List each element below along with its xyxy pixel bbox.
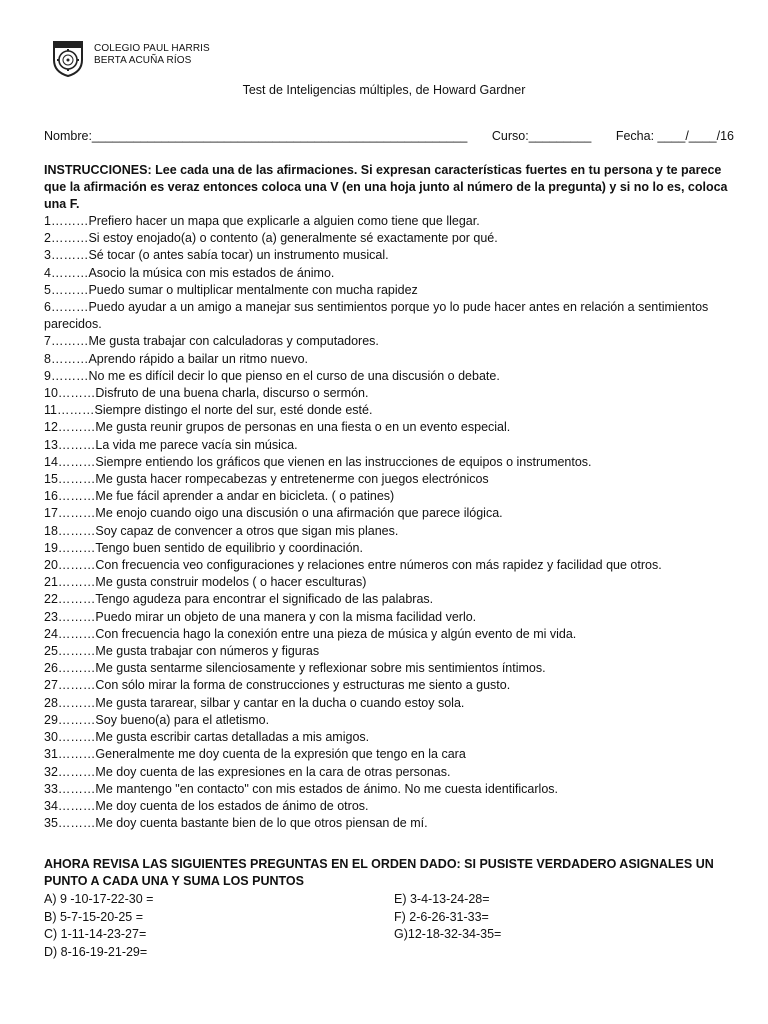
question-item: 4………Asocio la música con mis estados de ánimo. [44,265,335,280]
question-item: 13………La vida me parece vacía sin música. [44,437,298,452]
score-group-e: E) 3-4-13-24-28= [394,892,490,906]
school-name-line1: COLEGIO PAUL HARRIS [94,43,210,54]
question-item: 26………Me gusta sentarme silenciosamente y reflexionar sobre mis sentimientos íntimos. [44,661,546,676]
student-info-line [44,129,734,143]
question-item: 3………Sé tocar (o antes sabía tocar) un instrumento musical. [44,248,389,263]
school-header [48,38,210,82]
question-item: 5………Puedo sumar o multiplicar mentalmente con mucha rapidez [44,282,418,297]
question-item: 33………Me mantengo "en contacto" con mis estados de ánimo. No me cuesta identificarlos. [44,781,558,796]
school-name-line2: BERTA ACUÑA RÍOS [94,55,192,66]
question-item: 9………No me es difícil decir lo que pienso en el curso de una discusión o debate. [44,368,500,383]
question-item: 17………Me enojo cuando oigo una discusión o una afirmación que parece ilógica. [44,506,503,521]
question-item: 1………Prefiero hacer un mapa que explicarle a alguien como tiene que llegar. [44,214,480,228]
scoring-instructions: AHORA REVISA LAS SIGUIENTES PREGUNTAS EN EL ORDEN DADO: SI PUSISTE VERDADERO ASIGNALES UN PUNTO A CADA UNA Y SUMA LOS PUNTOS [44,857,714,888]
question-item: 6………Puedo ayudar a un amigo a manejar sus sentimientos porque yo lo pude hacer antes en relación a sentimientos parecidos. [44,300,709,332]
score-group-a: A) 9 -10-17-22-30 = [44,892,154,906]
question-item: 15………Me gusta hacer rompecabezas y entretenerme con juegos electrónicos [44,472,489,487]
question-item: 10………Disfruto de una buena charla, discurso o sermón. [44,386,369,401]
question-item: 11………Siempre distingo el norte del sur, esté donde esté. [44,403,373,418]
question-item: 31………Generalmente me doy cuenta de la expresión que tengo en la cara [44,747,466,762]
question-item: 22………Tengo agudeza para encontrar el significado de las palabras. [44,592,434,607]
question-item: 30………Me gusta escribir cartas detalladas a mis amigos. [44,730,370,745]
question-item: 23………Puedo mirar un objeto de una manera y con la misma facilidad verlo. [44,609,477,624]
question-item: 18………Soy capaz de convencer a otros que sigan mis planes. [44,523,399,538]
score-group-f: F) 2-6-26-31-33= [394,909,489,924]
question-item: 16………Me fue fácil aprender a andar en bicicleta. ( o patines) [44,489,395,504]
question-item: 21………Me gusta construir modelos ( o hacer esculturas) [44,575,367,590]
question-item: 2………Si estoy enojado(a) o contento (a) generalmente sé exactamente por qué. [44,231,498,246]
course-field: Curso:_________ [491,129,592,143]
questions-list [44,213,734,832]
score-group-c: C) 1-11-14-23-27= [44,927,147,941]
question-item: 25………Me gusta trabajar con números y figuras [44,644,320,659]
score-group-b: B) 5-7-15-20-25 = [44,909,144,924]
score-group-g: G)12-18-32-34-35= [394,927,502,941]
score-group-d: D) 8-16-19-21-29= [44,944,148,959]
question-item: 35………Me doy cuenta bastante bien de lo que otros piensan de mí. [44,816,428,831]
question-item: 24………Con frecuencia hago la conexión entre una pieza de música y algún evento de mi vida. [44,626,577,641]
instructions-paragraph: INSTRUCCIONES: Lee cada una de las afirmaciones. Si expresan características fuertes en tu persona y te parece que la afirmación es veraz entonces coloca una V (en una hoja junto al número de la pregunta) y si no lo es, coloca una F. [44,163,728,211]
question-item: 19………Tengo buen sentido de equilibrio y coordinación. [44,540,363,555]
scoring-groups [44,891,734,961]
question-item: 8………Aprendo rápido a bailar un ritmo nuevo. [44,351,309,366]
school-logo-icon [48,38,88,78]
question-item: 7………Me gusta trabajar con calculadoras y computadores. [44,334,379,349]
question-item: 14………Siempre entiendo los gráficos que vienen en las instrucciones de equipos o instrumentos. [44,454,592,469]
question-item: 32………Me doy cuenta de las expresiones en la cara de otras personas. [44,764,451,779]
date-field: Fecha: ____/____/16 [615,129,734,143]
question-item: 29………Soy bueno(a) para el atletismo. [44,712,270,727]
question-item: 12………Me gusta reunir grupos de personas en una fiesta o en un evento especial. [44,420,511,435]
question-item: 34………Me doy cuenta de los estados de ánimo de otros. [44,798,369,813]
question-item: 20………Con frecuencia veo configuraciones y relaciones entre números con más rapidez y facilidad que otros. [44,558,662,573]
question-item: 27………Con sólo mirar la forma de construcciones y estructuras me siento a gusto. [44,678,511,693]
page-title: Test de Inteligencias múltiples, de Howard Gardner [242,83,526,97]
school-name [94,43,210,67]
question-item: 28………Me gusta tararear, silbar y cantar en la ducha o cuando estoy sola. [44,695,465,710]
name-field: Nombre:______________________________________________________ [44,129,468,143]
